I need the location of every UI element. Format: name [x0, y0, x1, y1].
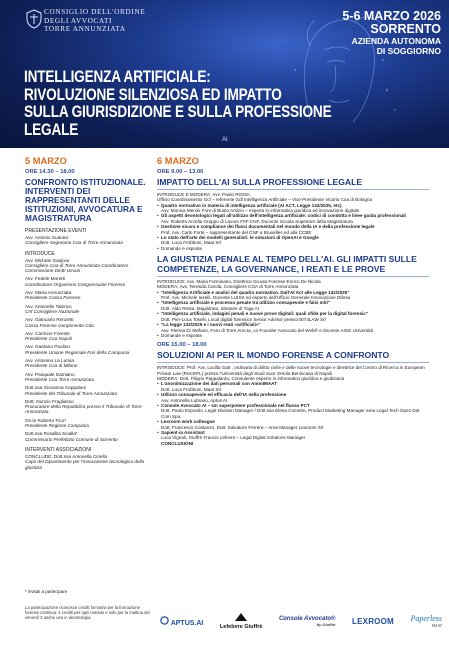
speaker-role: Consigliere Coa di Torre Annunziata Coordinatore Commissione Diritti Umani	[25, 262, 129, 274]
sponsor-name: Paperless	[410, 614, 442, 623]
sponsor-lexroom-logo: LEXROOM	[352, 616, 394, 626]
agenda-item-title: • Sapient-ia Assistant	[161, 430, 205, 435]
invite-note: * invitati a partecipare	[25, 589, 68, 594]
agenda-item-title: • Utilizzo consapevole ed efficacia dell'IA nella professione	[161, 392, 287, 398]
event-venue-line: AZIENDA AUTONOMA	[351, 36, 441, 46]
agenda-item-speaker: Dott. Aldo Resta, Magistrato, Ideatore di Toga AI	[161, 305, 259, 311]
agenda-item	[161, 224, 429, 235]
speaker-name: CONCLUDE: Dott.ssa Antonella Ciriello	[25, 453, 108, 459]
speaker-name: Avv. Gaetano Paolino	[25, 344, 70, 350]
speaker-name: Avv. Antonello Talerico	[25, 303, 72, 309]
agenda-item-title: • "Intelligenza artificiale, indagini penali e nuove prove digitali: quali sfide per la digital forensic"	[161, 311, 369, 317]
speaker	[25, 276, 153, 287]
speaker-name: Avv. Antonio Suarato	[25, 235, 69, 240]
agenda-item-speaker: Avv. Pierina Di Stefano, Foro di Torre Ann.ta, co-Founder Avvocato del Web® e docente AIGE Università	[161, 327, 374, 333]
speaker-role: Cassa Forense componente Cda	[25, 322, 94, 328]
sponsor-paperless-logo	[410, 614, 442, 628]
speaker-name: Avv. Antonino La Lumia	[25, 358, 74, 364]
org-line: TORRE ANNUNZIATA	[44, 24, 126, 33]
day1-column	[25, 156, 153, 473]
day-heading: 6 MARZO	[157, 156, 199, 166]
speaker-name: Dott.ssa Giovanna Ceppaluni	[25, 385, 86, 391]
bar-association-logo	[26, 9, 42, 29]
agenda-item	[161, 381, 429, 392]
speaker	[25, 235, 153, 246]
agenda-item	[161, 235, 429, 246]
speaker-name: Avv. Carmine Foreste	[25, 330, 70, 336]
title-line: SULLA GIURISDIZIONE E SULLA PROFESSIONE LEGALE	[24, 103, 332, 139]
sponsor-subname: MAAT	[431, 623, 442, 628]
agenda-item-speaker: Dott. Francesco Costanzo, Dott. Salvatore Ferrera – Area Manager Lexroom Srl	[161, 424, 324, 430]
speaker-role: Presidente Regione Campania	[25, 423, 89, 429]
agenda-item	[161, 392, 429, 403]
speaker-role: Commissario Prefettizio Comune di Sorrento	[25, 436, 118, 442]
sponsor-name: Console Avvocato®	[278, 615, 336, 622]
speaker-name: Avv. Michele Ganjixio	[25, 257, 70, 263]
agenda-item-speaker: Luca Vignali, Giuffrè Francis Lefevre – Legal Digital Solutions Manager	[161, 435, 306, 441]
title-line: RIVOLUZIONE SILENZIOSA ED IMPATTO	[24, 85, 282, 104]
agenda-item	[161, 403, 429, 419]
sponsor-name: Lefebvre Giuffrè	[219, 624, 263, 630]
agenda-item	[161, 311, 429, 322]
agenda-item-speaker: Avv. Roberto Arcella Gruppo di Lavoro FIIF-CNF, Docente Scuola Superiore della Magistratura	[161, 218, 353, 224]
speaker	[25, 431, 153, 442]
day2-column	[157, 156, 429, 446]
agenda-item-title: • "Intelligenza artificiale e processo penale tra utilizzo consapevole e falsi miti"	[161, 300, 331, 306]
agenda-item-speaker: Dott. Luca Frobboni, Maat Srl	[161, 386, 222, 392]
speaker	[25, 358, 153, 369]
agenda-item	[161, 203, 429, 214]
event-city: SORRENTO	[370, 22, 441, 36]
speaker-role: Cnf Consigliere Nazionale	[25, 308, 80, 314]
agenda-item	[161, 290, 429, 301]
time-range: ORE 9.00 – 13.00	[157, 169, 204, 175]
agenda-item-speaker: Dott. Luca Frobboni, Maat Srl	[161, 240, 222, 246]
org-line: DEGLI AVVOCATI	[44, 15, 113, 25]
speaker-role: Presidente Coa Napoli	[25, 336, 72, 342]
agenda-item-speaker: Avv. Antonella Lubrano, Aptus AI	[161, 397, 228, 403]
session-title: LA GIUSTIZIA PENALE AL TEMPO DELL'AI. GLI IMPATTI SULLE COMPETENZE, LA GOVERNANCE, I REATI E LE PROVE	[157, 255, 429, 277]
sponsor-strip	[160, 606, 442, 636]
agenda-item-speaker: • Domande e risposte	[161, 332, 203, 338]
session-intro: INTRODUCE: Avv. Maria Formisano, Direttrice Scuola Forense Enrico De Nicola	[157, 278, 321, 284]
session-intro: INTRODUCE: Prof. Avv. Lucilla Gatt , ordinaria di diritto civile e delle nuove tecnologie e direttrice del Centro di Ricerca in European Private Law (ReCEPL) presso l'Università degli Studi Suor Orsola Benincasa di Napoli.	[157, 365, 425, 376]
agenda-item-title: • Console Avvocato AI – Un superpotere professionale nel flusso PCT	[161, 402, 310, 408]
agenda-item	[161, 419, 429, 430]
intro-label: INTRODUCE	[25, 250, 55, 257]
speaker-name: Avv. Maria Annunziata	[25, 290, 72, 296]
agenda-item-speaker: Prof. Avv. Carlo Forte – rappresentante del CNF a Bruxelles ed alla CCBE	[161, 229, 312, 235]
speaker-role: Consigliere Segretario Coa di Torre Annunziata	[25, 240, 123, 246]
speaker	[25, 418, 153, 429]
agenda-item-speaker: Prof. Avv. Michele Iaselli, Docente LUISS ed esperto dell'Ufficio Generale Innovazione Difesa	[161, 295, 351, 301]
agenda-item-speaker: Dott. Paolo Esposito, Legal Division Manager / Dott.ssa Elena Cometto, Product Marketing Manager area Legal Tech Open Dot Com Spa.	[161, 408, 420, 419]
agenda-item	[161, 246, 429, 251]
presentation-label: PRESENTAZIONE EVENTI	[25, 228, 87, 234]
organization-name	[44, 8, 174, 34]
speaker	[25, 399, 153, 415]
speaker	[25, 344, 153, 355]
speaker-name: Avv. Giancarlo Renzetti	[25, 317, 74, 323]
session-intro: Ufficio Coordinamento Ocf – referente Gdl Intelligenza Artificiale – Vice Presidente Vicario Coa di Bologna	[157, 197, 373, 203]
agenda-item	[161, 213, 429, 224]
hero-banner	[0, 0, 449, 148]
speaker-role: Presidente del Tribunale di Torre Annunziata	[25, 390, 118, 396]
speaker-role: Procuratore della Repubblica presso il Tribunale di Torre Annunziata	[25, 404, 142, 415]
sponsor-console-logo	[279, 616, 336, 627]
sponsor-name: APTUS.AI	[170, 619, 204, 627]
session-title: IMPATTO DELL'AI SULLA PROFESSIONE LEGALE	[157, 178, 429, 190]
speaker-role: Coordinatore Organismo Congressuale Forense	[25, 281, 126, 287]
sponsor-lefebvre-logo	[220, 612, 262, 630]
session-title: SOLUZIONI AI PER IL MONDO FORENSE A CONFRONTO	[157, 351, 429, 363]
event-date-block	[301, 10, 441, 56]
speaker-name: Avv. Fedele Moretti	[25, 276, 65, 282]
speaker-role: Presidente Cassa Forense	[25, 295, 81, 301]
lefebvre-icon	[234, 612, 248, 622]
speaker-name: Avv. Pasquale Damiano	[25, 371, 75, 377]
time-range: ORE 15.00 – 18.00	[157, 342, 207, 349]
speaker	[25, 385, 153, 396]
speaker-role: Presidente Unione Regionale Fori della Campania	[25, 349, 130, 355]
agenda-item	[161, 333, 429, 338]
agenda-item-title: • "Intelligenza Artificiale e analisi del quadro normativo. Dall'AI Act alle Legge 132/2025"	[161, 289, 350, 295]
credits-footer: La partecipazione riconosce crediti formativi per la formazione forense continua: 4 crediti per ogni modulo e solo per la mattina del venerdì 3 anche uno in deontologia.	[25, 605, 150, 620]
speaker	[25, 258, 153, 274]
org-line: CONSIGLIO DELL'ORDINE	[44, 7, 146, 16]
agenda-item-title: • Quadro normativo in materia di intelligenza artificiale (AI ACT, Legge 132/2025, etc)	[161, 202, 342, 208]
aptus-icon	[160, 616, 169, 625]
sponsor-aptus-logo	[160, 616, 203, 627]
agenda-item-speaker: Dott. Pier-Luca Toselli, Local digital forensics Senior Advisor presso BIT4LAW Srl	[161, 316, 326, 322]
event-date: 5-6 MARZO 2026	[342, 9, 441, 23]
session-intro: MODERA: Avv. Teresida Carola, Consigliere COA di Torre Annunziata	[157, 284, 299, 290]
session-intro: INTRODUCE E MODERA: Avv. Paolo ROSSI,	[157, 191, 251, 197]
session-title: CONFRONTO ISTITUZIONALE. INTERVENTI DEI RAPPRESENTANTI DELLE ISTITUZIONI, AVVOCATURA E MAGISTRATURA	[25, 177, 146, 223]
speaker-role: Capo del Dipartimento per l'innovazione tecnologica della giustizia	[25, 459, 145, 470]
speaker	[25, 317, 153, 328]
day-heading: 5 MARZO	[25, 156, 67, 166]
agenda-item-title: • "La legge 132/2025 e i nuovi reati «artificiali»"	[161, 322, 261, 328]
title-line: INTELLIGENZA ARTIFICIALE:	[24, 68, 211, 86]
agenda-item-title: • Gestione sicura e compliance dei flussi documentali nel mondo della IA e della professione legale	[161, 224, 375, 230]
agenda-item-title: • Gli aspetti deontologici legati all'utilizzo dell'intelligenza artificiale: codici di condotta e linee guida professionali	[161, 213, 406, 219]
agenda-item-title: • Lo stato dell'arte dei modelli generalisti: le soluzioni di OpenAI e Google	[161, 235, 319, 241]
agenda-item	[161, 430, 429, 441]
agenda-item-speaker: • Domande e risposte	[161, 245, 203, 251]
event-title	[24, 69, 368, 139]
agenda-item	[161, 322, 429, 333]
speaker-name: On.le Roberto Fico*	[25, 417, 67, 423]
time-range: ORE 14.30 – 18.00	[25, 169, 75, 175]
event-venue-line: DI SOGGIORNO	[376, 46, 441, 56]
speaker-role: Presidente Coa Torre Annunziata	[25, 376, 94, 382]
speaker-role: Presidente Coa di Milano	[25, 363, 78, 369]
speaker	[25, 372, 153, 383]
closing-speaker	[25, 454, 153, 470]
agenda-item-title: • Lexroom work colleague	[161, 419, 215, 425]
agenda-item-title: • L'anonimizzazione dei dati personali con AnonIMAAT	[161, 381, 277, 387]
agenda-item	[161, 300, 429, 311]
ai-tag: AI	[222, 137, 228, 143]
speaker-name: Dott. Nunzio Fragliasso	[25, 398, 74, 404]
speaker	[25, 331, 153, 342]
agenda-item-speaker: Avv. Monica Menini Fore di Busto Arsizio – esperta in informatica giuridica ed innovazione digitale	[161, 208, 360, 214]
speaker	[25, 304, 153, 315]
session-intro: MODERA: Dott. Filippo Pappalardo, Consulente esperto in informatica giuridica e giudiziaria	[157, 375, 345, 381]
sponsor-subname: by Giuffrè	[316, 621, 336, 627]
conclusions: CONCLUSIONI	[161, 440, 194, 446]
associations-label: INTERVENTI ASSOCIAZIONI	[25, 446, 92, 453]
speaker	[25, 290, 153, 301]
speaker-name: Dott.ssa Rosalba Scialla*	[25, 431, 78, 437]
